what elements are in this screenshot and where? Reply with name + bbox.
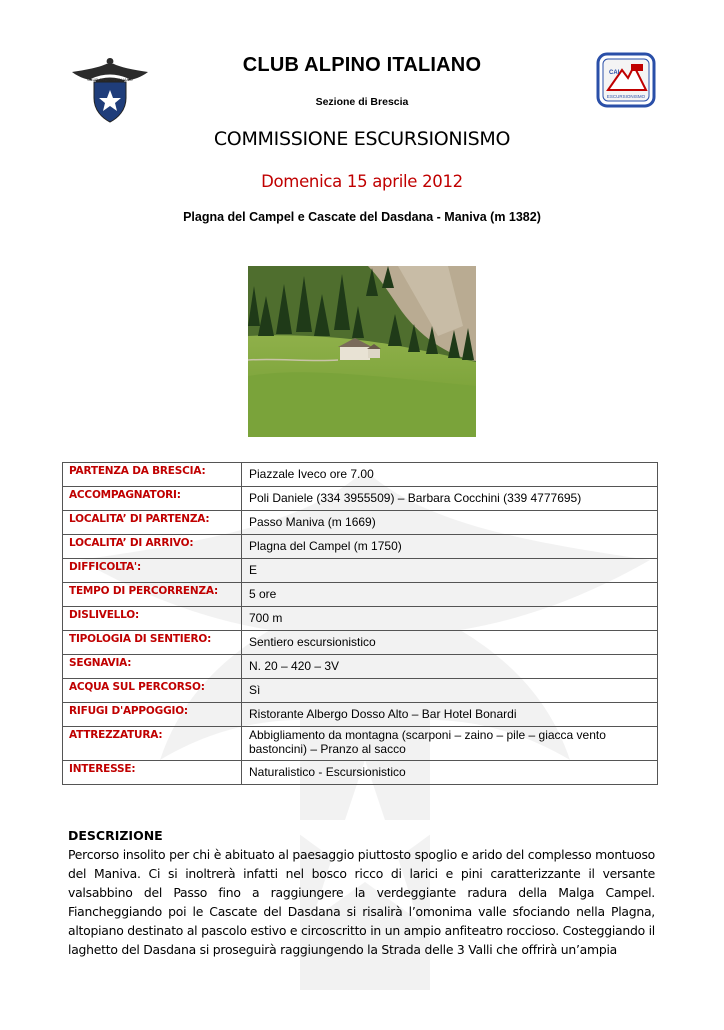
club-title: CLUB ALPINO ITALIANO <box>242 54 482 76</box>
info-label: SEGNAVIA: <box>63 655 242 679</box>
description-title: DESCRIZIONE <box>68 828 163 843</box>
table-row <box>63 655 658 679</box>
info-value: Ristorante Albergo Dosso Alto – Bar Hotel Bonardi <box>242 703 658 727</box>
info-value: Abbigliamento da montagna (scarponi – zaino – pile – giacca vento bastoncini) – Pranzo al sacco <box>242 727 658 761</box>
table-row <box>63 703 658 727</box>
right-logo-bottom-text: ESCURSIONISMO <box>606 94 646 99</box>
event-date: Domenica 15 aprile 2012 <box>261 172 463 191</box>
table-row <box>63 487 658 511</box>
info-label: LOCALITA’ DI PARTENZA: <box>63 511 242 535</box>
info-value: Plagna del Campel (m 1750) <box>242 535 658 559</box>
table-row <box>63 607 658 631</box>
info-value: Naturalistico - Escursionistico <box>242 761 658 785</box>
landscape-photo <box>248 266 476 437</box>
table-row <box>63 583 658 607</box>
excursion-subtitle: Plagna del Campel e Cascate del Dasdana - Maniva (m 1382) <box>183 210 541 224</box>
right-logo-top-text: CAI <box>609 70 620 76</box>
table-row <box>63 559 658 583</box>
info-label: ACCOMPAGNATORI: <box>63 487 242 511</box>
info-value: 700 m <box>242 607 658 631</box>
description-text: Percorso insolito per chi è abituato al paesaggio piuttosto spoglio e arido del complesso montuoso del Maniva. Ci si inoltrerà infatti nel bosco ricco di larici e pini caratterizzante il versante valsabbino del Passo fino a raggiungere la verdeggiante radura della Malga Campel. Fiancheggiando poi le Cascate del Dasdana si risalirà l’omonima valle sfociando nella Plagna, altopiano destinato al pascolo estivo e circoscritto in un ampio anfiteatro roccioso. Costeggiando il laghetto del Dasdana si proseguirà raggiungendo la Strada delle 3 Valli che offrirà un’ampia <box>68 847 655 957</box>
info-label: ATTREZZATURA: <box>63 727 242 761</box>
info-value: Piazzale Iveco ore 7.00 <box>242 463 658 487</box>
info-label: ACQUA SUL PERCORSO: <box>63 679 242 703</box>
info-value: Sentiero escursionistico <box>242 631 658 655</box>
info-label: LOCALITA’ DI ARRIVO: <box>63 535 242 559</box>
info-label: INTERESSE: <box>63 761 242 785</box>
commission-title: COMMISSIONE ESCURSIONISMO <box>213 128 511 150</box>
info-value: E <box>242 559 658 583</box>
section-name: Sezione di Brescia <box>315 96 409 108</box>
info-label: DISLIVELLO: <box>63 607 242 631</box>
info-label: TEMPO DI PERCORRENZA: <box>63 583 242 607</box>
table-row <box>63 463 658 487</box>
info-value: 5 ore <box>242 583 658 607</box>
info-label: RIFUGI D'APPOGGIO: <box>63 703 242 727</box>
table-row <box>63 679 658 703</box>
info-value: Passo Maniva (m 1669) <box>242 511 658 535</box>
table-row <box>63 511 658 535</box>
table-row <box>63 727 658 761</box>
info-label: DIFFICOLTA': <box>63 559 242 583</box>
info-value: Poli Daniele (334 3955509) – Barbara Cocchini (339 4777695) <box>242 487 658 511</box>
table-row <box>63 631 658 655</box>
left-logo-text: CLUB ALPINO ITALIANO <box>87 77 133 82</box>
table-row <box>63 535 658 559</box>
table-row <box>63 761 658 785</box>
info-label: TIPOLOGIA DI SENTIERO: <box>63 631 242 655</box>
excursion-info-table <box>62 462 658 785</box>
info-value: N. 20 – 420 – 3V <box>242 655 658 679</box>
info-label: PARTENZA DA BRESCIA: <box>63 463 242 487</box>
info-value: Sì <box>242 679 658 703</box>
